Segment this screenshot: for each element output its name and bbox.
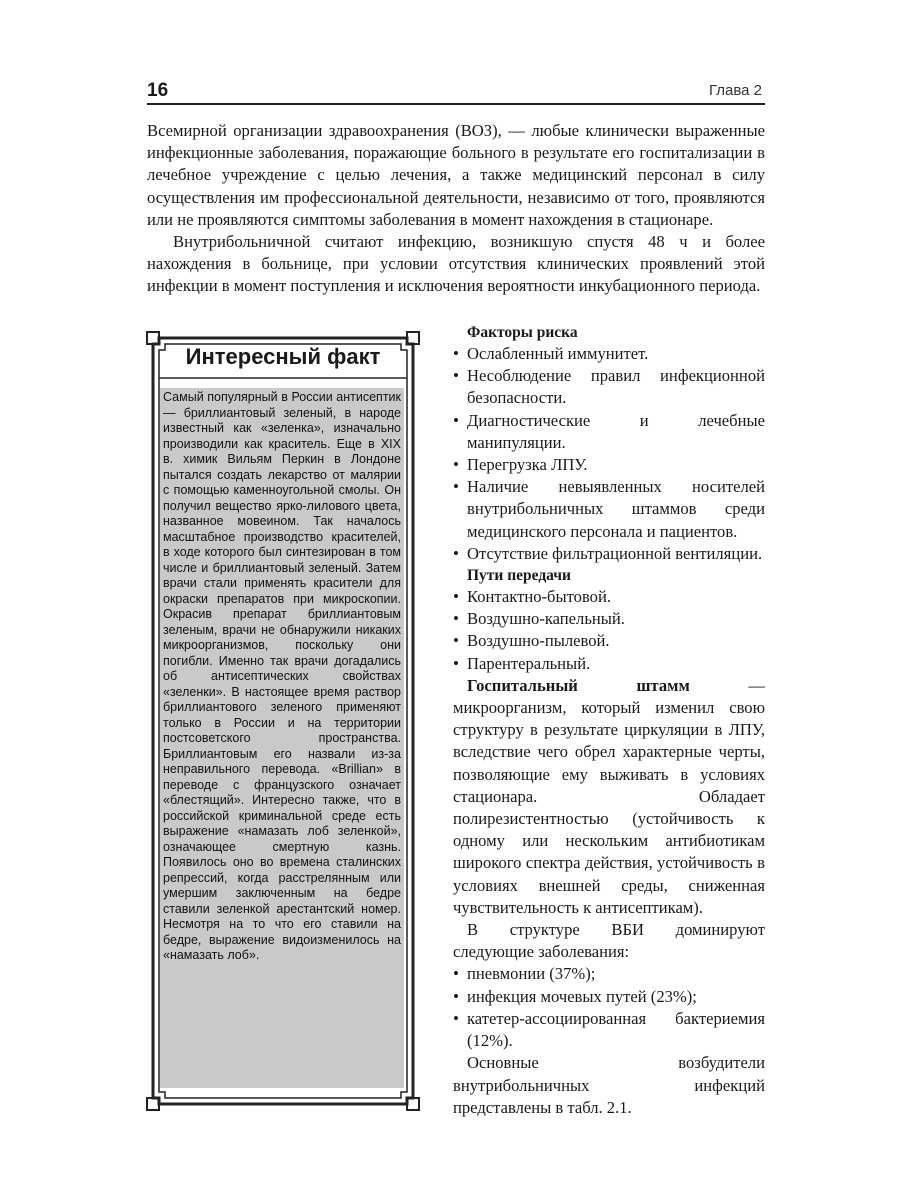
risk-factors-list <box>453 343 765 565</box>
list-item: • Несоблюдение правил инфекционной безопасности. <box>453 365 765 409</box>
hospital-strain-definition: — микроорганизм, который изменил свою структуру в результате циркуляции в ЛПУ, вследствие чего обрел характерные черты, позволяющие ему выживать в условиях стационара. Обладает полирезистентностью (устойчивость к одному или нескольким антибиотикам широкого спектра действия, устойчивость в условиях внешней среды, сниженная чувствительность к антисептикам). <box>453 675 765 917</box>
header-rule <box>147 103 765 105</box>
closing-paragraph: Основные возбудители внутрибольничных инфекций представлены в табл. 2.1. <box>453 1053 765 1117</box>
list-item: • Перегрузка ЛПУ. <box>453 454 765 476</box>
list-item: • Наличие невыявленных носителей внутрибольничных штаммов среди медицинского персонала и пациентов. <box>453 476 765 543</box>
sidebar-text <box>160 388 404 964</box>
sidebar-paragraph: Самый популярный в России антисептик — бриллиантовый зеленый, в народе известный как «зеленка», изначально производили как краситель. Еще в XIX в. химик Вильям Перкин в Лондоне пытался создать лекарство от малярии с помощью каменноугольной смолы. Он получил вещество ярко-лилового цвета, названное мовеином. Так началось масштабное производство красителей, в ходе которого был синтезирован в том числе и бриллиантовый зеленый. Затем врачи стали применять красители для окраски препаратов при микроскопии. Окрасив препарат бриллиантовым зеленым, врачи не обнаружили никаких микроорганизмов, поскольку они погибли. Именно так врачи догадались об антисептических свойствах «зеленки». В настоящее время раствор бриллиантового зеленого применяют только в России и на территории постсоветского пространства. Бриллиантовым его назвали из-за неправильного перевода. «Brillian» в переводе с французского означает «блестящий». Интересно также, что в российской криминальной среде есть выражение «намазать лоб зеленкой», означающее смертную казнь. Появилось оно во времена сталинских репрессий, когда расстрелянным или умершим заключенным на бедре ставили зеленкой арестантский номер. Несмотря на то что его ставили на бедре, выражение видоизменилось на «намазать лоб». <box>163 390 401 962</box>
list-item: • Парентеральный. <box>453 653 765 675</box>
list-item: • Отсутствие фильтрационной вентиляции. <box>453 543 765 565</box>
intro-paragraph-2: Внутрибольничной считают инфекцию, возникшую спустя 48 ч и более нахождения в больнице, при условии отсутствия клинических проявлений этой инфекции в момент поступления и исключения вероятности инкубационного периода. <box>147 232 765 296</box>
chapter-label: Глава 2 <box>708 82 762 99</box>
interesting-fact-box <box>145 330 421 1112</box>
hospital-strain-paragraph <box>453 675 765 919</box>
list-item: • Ослабленный иммунитет. <box>453 343 765 365</box>
list-item: • пневмонии (37%); <box>453 963 765 985</box>
list-item: • Контактно-бытовой. <box>453 586 765 608</box>
intro-paragraph-1: Всемирной организации здравоохранения (ВОЗ), — любые клинически выраженные инфекционные заболевания, поражающие больного в результате его госпитализации в лечебное учреждение с целью лечения, а также медицинский персонал в силу осуществления им профессиональной деятельности, независимо от того, проявляются или не проявляются симптомы заболевания в момент нахождения в стационаре. <box>147 121 765 229</box>
sidebar-body <box>160 388 404 1088</box>
list-item: • инфекция мочевых путей (23%); <box>453 986 765 1008</box>
sidebar-title: Интересный факт <box>185 344 381 369</box>
page-number: 16 <box>147 80 169 101</box>
intro-text <box>147 120 765 298</box>
list-item: • Воздушно-пылевой. <box>453 630 765 652</box>
structure-intro: В структуре ВБИ доминируют следующие заболевания: <box>453 920 765 962</box>
list-item: • Диагностические и лечебные манипуляции. <box>453 410 765 454</box>
transmission-list <box>453 586 765 675</box>
list-item: • катетер-ассоциированная бактериемия (12%). <box>453 1008 765 1052</box>
risk-factors-heading: Факторы риска <box>467 324 578 341</box>
right-column <box>453 322 765 1119</box>
hospital-strain-term: Госпитальный штамм <box>467 675 690 695</box>
list-item: • Воздушно-капельный. <box>453 608 765 630</box>
structure-list <box>453 963 765 1052</box>
transmission-heading: Пути передачи <box>467 567 571 585</box>
